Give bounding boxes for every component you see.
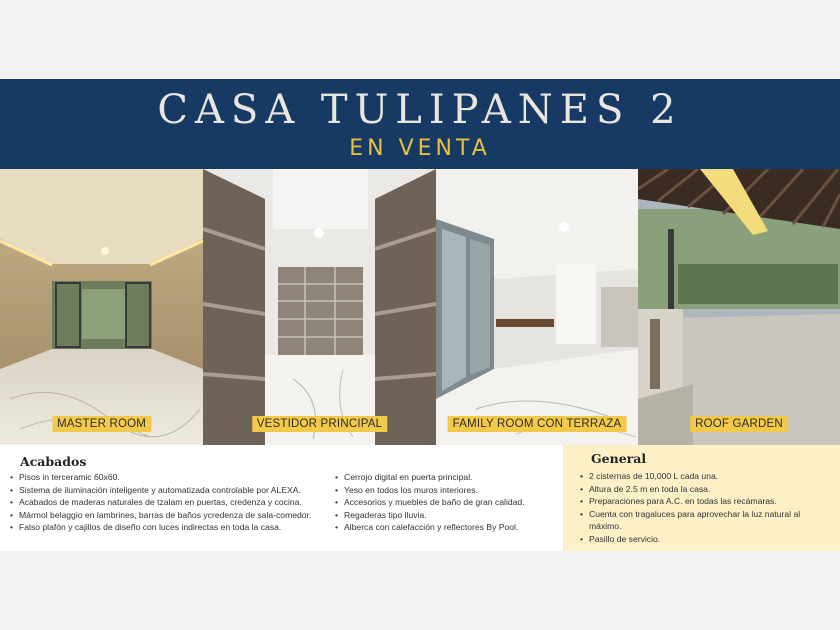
photo-vestidor [203,169,436,445]
acabados-section [0,445,563,551]
acabados-list-col1 [8,471,338,534]
listing-title: CASA TULIPANES 2 [157,87,683,133]
list-item: • Acabados de maderas naturales de tzalam en puertas, credenza y cocina. [8,496,338,509]
list-item: • Yeso en todos los muros interiores. [333,484,558,497]
list-item: • Falso plafón y cajillos de diseño con luces indirectas en toda la casa. [8,521,338,534]
listing-status: EN VENTA [349,136,491,161]
photo-caption: MASTER ROOM [52,416,151,432]
list-item: • Altura de 2.5 m en toda la casa. [578,483,833,496]
list-item: • Pasillo de servicio. [578,533,833,546]
general-heading: General [591,451,647,466]
list-item: • Pisos in terceramic 60x60. [8,471,338,484]
roof-garden-image [638,169,840,445]
photo-caption: ROOF GARDEN [690,416,788,432]
list-item: • Mármol belaggio en lambrines, barras de baños ycredenza de sala-comedor. [8,509,338,522]
acabados-heading: Acabados [20,454,87,469]
features-panel [0,445,840,551]
general-list [578,470,833,546]
list-item: • Sistema de iluminación inteligente y automatizada controlable por ALEXA. [8,484,338,497]
photo-family-room [436,169,638,445]
list-item: • Regaderas tipo lluvia. [333,509,558,522]
photo-caption: VESTIDOR PRINCIPAL [252,416,387,432]
family-room-image [436,169,638,445]
list-item: • Alberca con calefacción y reflectores By Pool. [333,521,558,534]
master-room-image [0,169,203,445]
acabados-list-col2 [333,471,558,534]
photo-roof-garden [638,169,840,445]
photo-strip [0,169,840,445]
photo-master-room [0,169,203,445]
list-item: • Preparaciones para A.C. en todas las recámaras. [578,495,833,508]
vestidor-image [203,169,436,445]
title-banner [0,79,840,169]
general-section [563,445,840,551]
photo-caption: FAMILY ROOM CON TERRAZA [448,416,627,432]
list-item: • Cerrojo digital en puerta principal. [333,471,558,484]
list-item: • Accesorios y muebles de baño de gran calidad. [333,496,558,509]
list-item: • 2 cisternas de 10,000 L cada una. [578,470,833,483]
list-item: • Cuenta con tragaluces para aprovechar la luz natural al máximo. [578,508,833,533]
